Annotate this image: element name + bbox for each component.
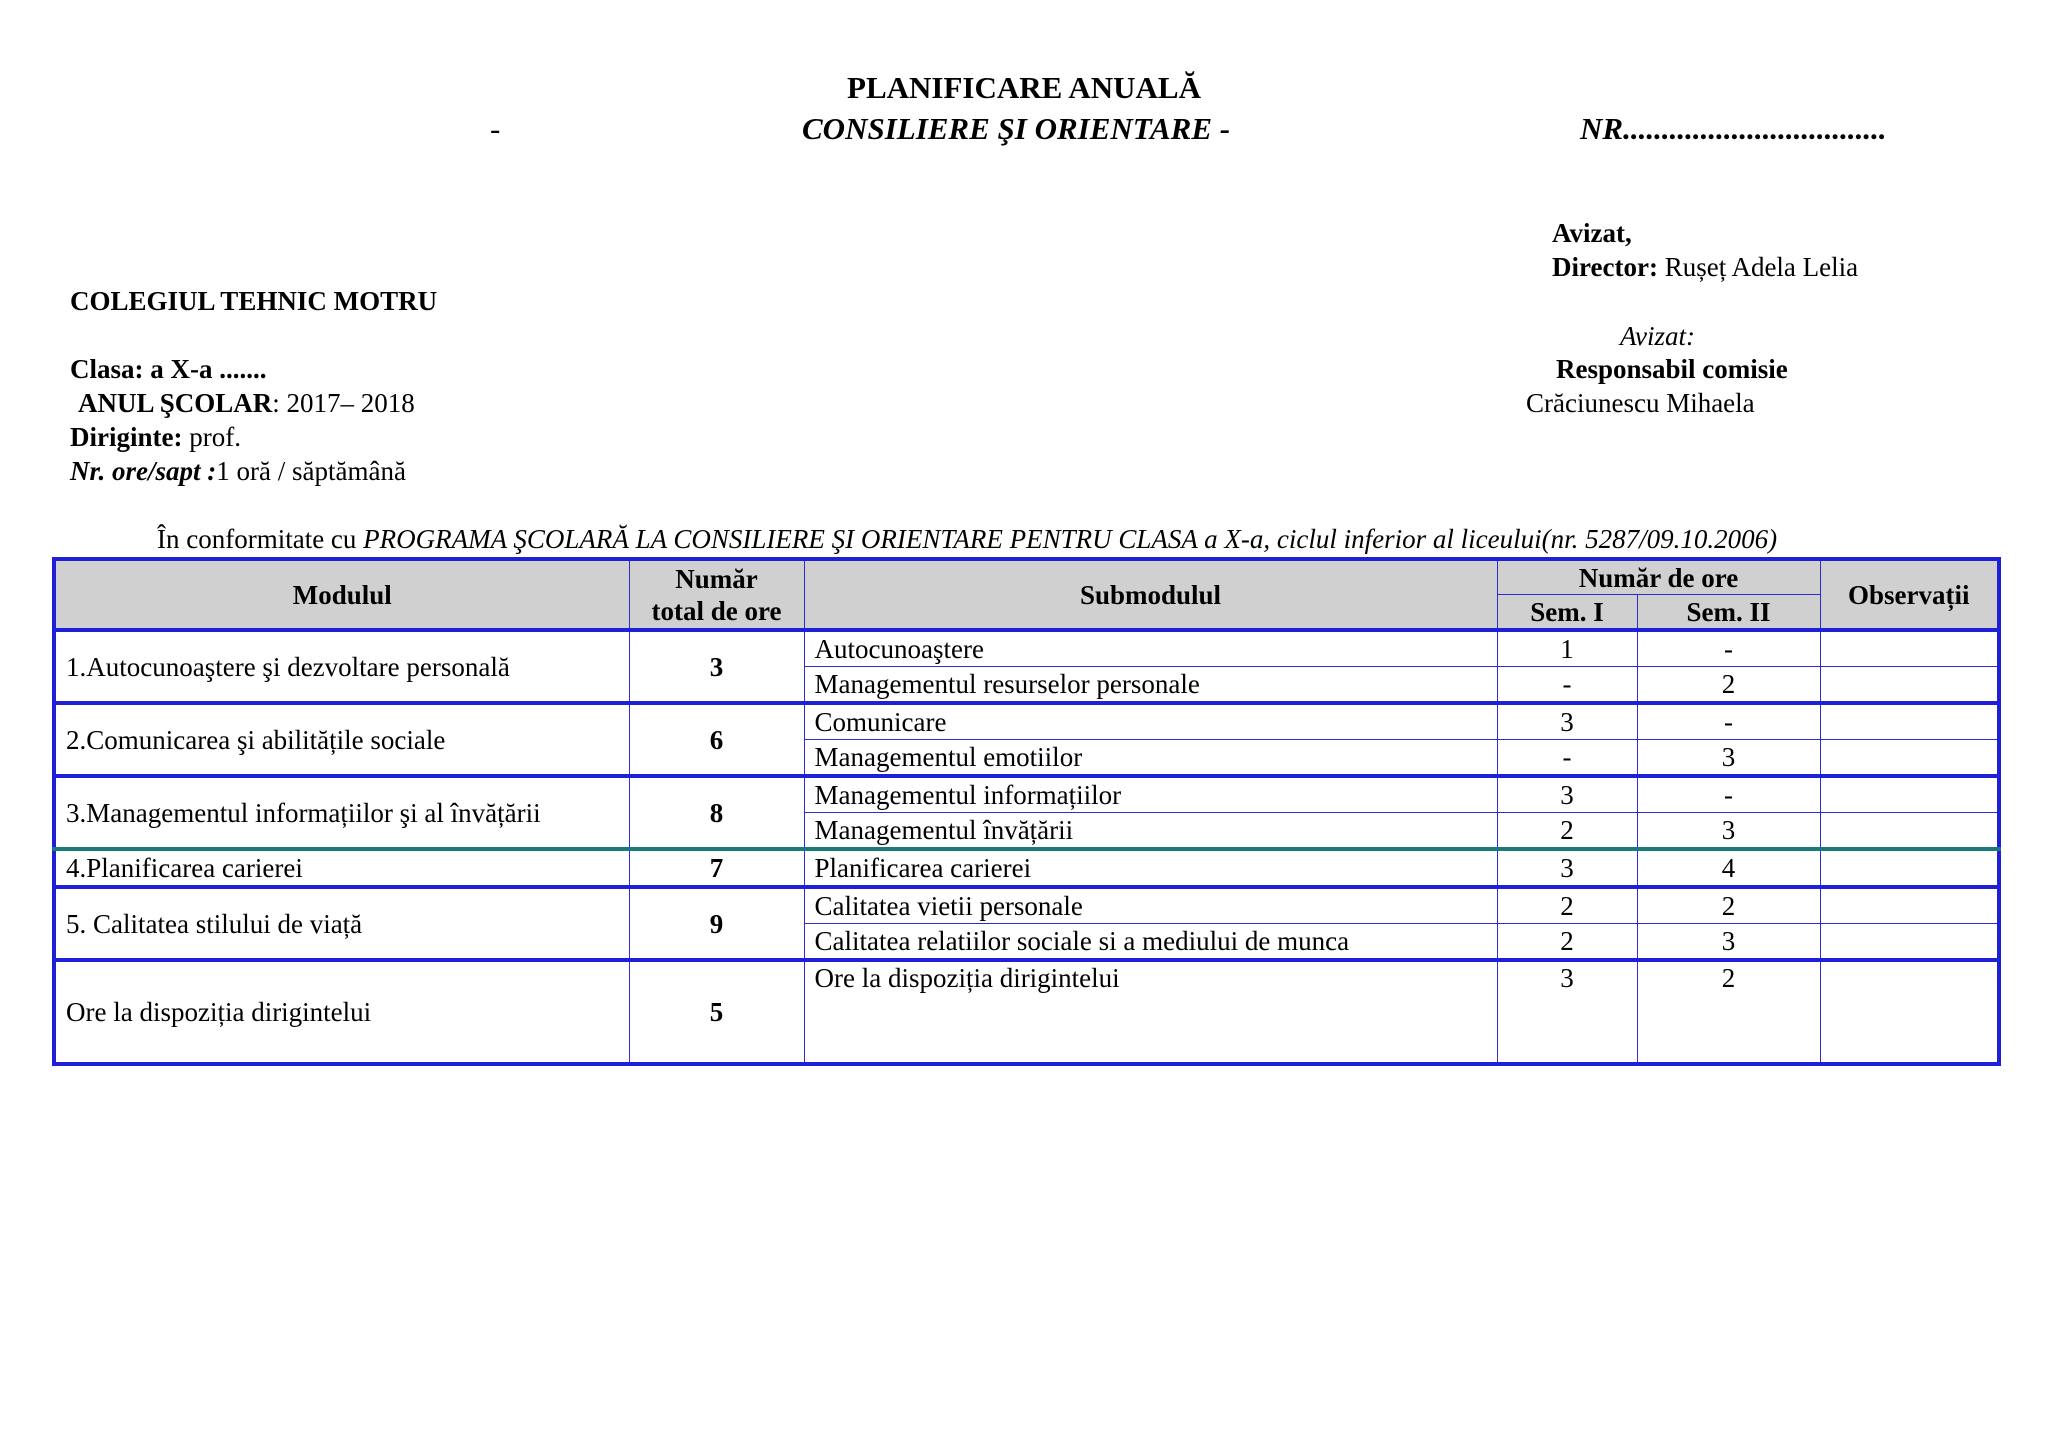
submodule-name: Calitatea relatiilor sociale si a mediului de munca (804, 924, 1497, 961)
submodule-name: Managementul resurselor personale (804, 667, 1497, 704)
submodule-name: Autocunoaştere (804, 630, 1497, 667)
module-name: 5. Calitatea stilului de viață (54, 887, 629, 960)
director-name: Rușeț Adela Lelia (1657, 252, 1859, 282)
director-label: Director: (1552, 252, 1658, 282)
school-year-line (78, 387, 415, 419)
document-number: NR.................................. (1580, 111, 1887, 146)
sem1-hours: 2 (1497, 887, 1637, 924)
observations-cell (1820, 776, 1999, 813)
teacher-value: prof. (182, 422, 241, 452)
sem2-hours: 2 (1637, 887, 1820, 924)
observations-cell (1820, 667, 1999, 704)
observations-cell (1820, 887, 1999, 924)
hours-value: 1 oră / săptămână (216, 456, 406, 486)
table-row (54, 960, 1999, 1064)
observations-cell (1820, 813, 1999, 850)
submodule-name: Planificarea carierei (804, 849, 1497, 887)
table-row (54, 630, 1999, 667)
submodule-name: Managementul informațiilor (804, 776, 1497, 813)
header-total-line2: total de ore (651, 595, 782, 626)
submodule-name: Comunicare (804, 703, 1497, 740)
header-sem2: Sem. II (1637, 595, 1820, 631)
sem2-hours: - (1637, 703, 1820, 740)
sem1-hours: 3 (1497, 960, 1637, 1064)
sem1-hours: 2 (1497, 813, 1637, 850)
module-total: 7 (629, 849, 804, 887)
observations-cell (1820, 630, 1999, 667)
conformity-line (157, 523, 1777, 555)
school-year-value: : 2017– 2018 (272, 388, 415, 418)
sem1-hours: 3 (1497, 776, 1637, 813)
module-total: 8 (629, 776, 804, 849)
sem2-hours: 2 (1637, 960, 1820, 1064)
subtitle-dash: - (490, 111, 501, 146)
sem2-hours: - (1637, 776, 1820, 813)
table-row (54, 703, 1999, 740)
school-name: COLEGIUL TEHNIC MOTRU (70, 286, 438, 316)
sem2-hours: 3 (1637, 813, 1820, 850)
observations-cell (1820, 740, 1999, 777)
observations-cell (1820, 703, 1999, 740)
module-name: 3.Managementul informațiilor şi al învățării (54, 776, 629, 849)
conformity-prefix: În conformitate cu (157, 524, 364, 554)
sem2-hours: 3 (1637, 740, 1820, 777)
director-line (1552, 251, 1858, 283)
module-name: 4.Planificarea carierei (54, 849, 629, 887)
module-name: 1.Autocunoaştere şi dezvoltare personală (54, 630, 629, 703)
observations-cell (1820, 849, 1999, 887)
table-row (54, 849, 1999, 887)
header-modulul: Modulul (54, 559, 629, 630)
observations-cell (1820, 924, 1999, 961)
submodule-name: Managementul învățării (804, 813, 1497, 850)
table-row (54, 887, 1999, 924)
school-year-label: ANUL ŞCOLAR (78, 388, 273, 418)
teacher-label: Diriginte: (70, 422, 183, 452)
planning-table (52, 557, 2001, 1066)
module-total: 6 (629, 703, 804, 776)
submodule-name: Ore la dispoziția dirigintelui (804, 960, 1497, 1064)
hours-label: Nr. ore/sapt : (70, 456, 217, 486)
header-observatii: Observații (1820, 559, 1999, 630)
hours-line (70, 455, 406, 487)
page-title: PLANIFICARE ANUALĂ (847, 70, 1201, 105)
table-row (54, 776, 1999, 813)
submodule-name: Managementul emotiilor (804, 740, 1497, 777)
sem1-hours: 2 (1497, 924, 1637, 961)
sem2-hours: - (1637, 630, 1820, 667)
subtitle: CONSILIERE ŞI ORIENTARE - (802, 111, 1231, 146)
module-name: 2.Comunicarea şi abilitățile sociale (54, 703, 629, 776)
module-total: 5 (629, 960, 804, 1064)
sem2-hours: 3 (1637, 924, 1820, 961)
header-total (629, 559, 804, 630)
submodule-name: Calitatea vietii personale (804, 887, 1497, 924)
module-total: 3 (629, 630, 804, 703)
class-line: Clasa: a X-a ....... (70, 354, 267, 384)
sem2-hours: 2 (1637, 667, 1820, 704)
sem1-hours: 1 (1497, 630, 1637, 667)
teacher-line (70, 421, 241, 453)
module-name: Ore la dispoziția dirigintelui (54, 960, 629, 1064)
approval-avizat-commission: Avizat: (1620, 321, 1695, 351)
sem1-hours: 3 (1497, 849, 1637, 887)
conformity-program: PROGRAMA ŞCOLARĂ LA CONSILIERE ŞI ORIENTARE PENTRU CLASA a X-a, ciclul inferior al liceului(nr. 5287/09.10.2006) (363, 524, 1778, 554)
header-submodulul: Submodulul (804, 559, 1497, 630)
commission-name: Crăciunescu Mihaela (1526, 388, 1755, 418)
module-total: 9 (629, 887, 804, 960)
observations-cell (1820, 960, 1999, 1064)
header-total-line1: Număr (675, 563, 758, 594)
sem1-hours: - (1497, 667, 1637, 704)
commission-label: Responsabil comisie (1556, 354, 1788, 384)
sem1-hours: - (1497, 740, 1637, 777)
sem2-hours: 4 (1637, 849, 1820, 887)
header-numar-ore: Număr de ore (1497, 559, 1820, 595)
header-sem1: Sem. I (1497, 595, 1637, 631)
sem1-hours: 3 (1497, 703, 1637, 740)
approval-avizat-director: Avizat, (1552, 218, 1632, 248)
